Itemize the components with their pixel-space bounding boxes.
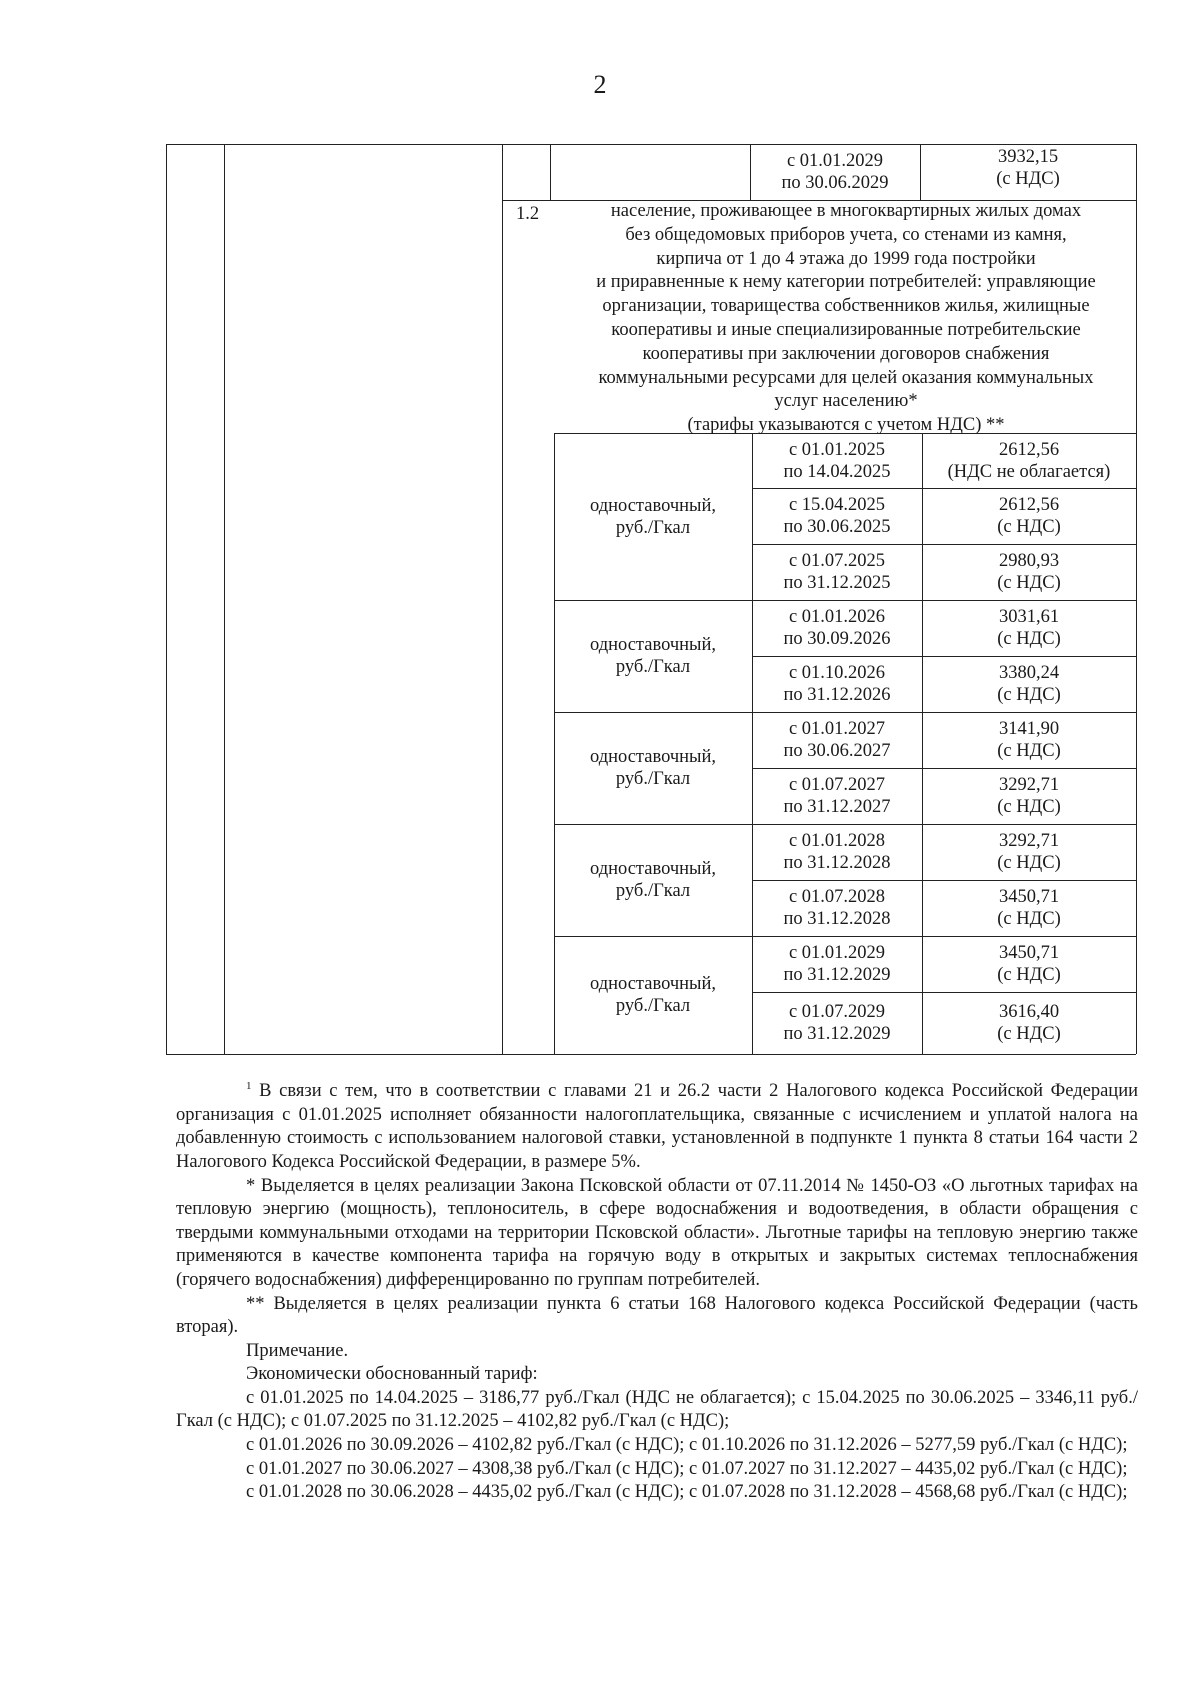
- value-cell: [922, 824, 1136, 880]
- tariff-type-cell: [554, 600, 752, 712]
- tariff-value: 2980,93: [998, 551, 1060, 571]
- period-to: по 31.12.2029: [783, 965, 891, 985]
- tariff-unit: руб./Гкал: [615, 996, 691, 1016]
- description-line: без общедомовых приборов учета, со стенами из камня,: [625, 224, 1067, 245]
- vat-note: (с НДС): [997, 797, 1061, 817]
- period-from: с 01.01.2028: [788, 831, 886, 851]
- table-border-bottom: [166, 1054, 1136, 1055]
- description-line: организации, товарищества собственников жилья, жилищные: [602, 296, 1090, 317]
- table-border-left: [166, 144, 167, 1054]
- period-to: по 31.12.2026: [783, 685, 891, 705]
- period-to: по 31.12.2028: [783, 853, 891, 873]
- footnote-1: [176, 1075, 1138, 1175]
- period-to: по 30.06.2029: [781, 173, 889, 193]
- description-line: и приравненные к нему категории потребителей: управляющие: [596, 272, 1096, 293]
- footnote-text: В связи с тем, что в соответствии с главами 21 и 26.2 части 2 Налогового кодекса Российской Федерации организация с 01.01.2025 исполняет обязанности налогоплательщика, связанные с исчислением и уплатой налога на добавленную стоимость с использованием налоговой ставки, установленной в подпункте 1 пункта 8 статьи 164 части 2 Налогового Кодекса Российской Федерации, в размере 5%.: [176, 1081, 1139, 1172]
- period-cell: [752, 712, 922, 768]
- period-from: с 01.01.2027: [788, 719, 886, 739]
- tariff-table: [166, 144, 1136, 1054]
- footnote-star: * Выделяется в целях реализации Закона Псковской области от 07.11.2014 № 1450-ОЗ «О льготных тарифах на тепловую энергию (мощность), теплоноситель, в сфере водоснабжения и водоотведения, в области обращения с твердыми коммунальными отходами на территории Псковской области». Льготные тарифы на тепловую энергию также применяются в качестве компонента тарифа на горячую воду в открытых и закрытых системах теплоснабжения (горячего водоснабжения) дифференцированно по группам потребителей.: [176, 1175, 1138, 1290]
- value-cell: [922, 544, 1136, 600]
- vat-note: (с НДС): [997, 853, 1061, 873]
- period-cell: [752, 880, 922, 936]
- period-cell: [752, 656, 922, 712]
- period-cell: [752, 433, 922, 488]
- period-cell: [752, 992, 922, 1054]
- period-to: по 31.12.2025: [783, 573, 891, 593]
- tariff-value: 3380,24: [998, 663, 1060, 683]
- vat-note: (с НДС): [997, 965, 1061, 985]
- period-from: с 01.07.2028: [788, 887, 886, 907]
- tariff-type-cell: [554, 712, 752, 824]
- page-number: 2: [593, 70, 607, 99]
- econ-tariff-2025: с 01.01.2025 по 14.04.2025 – 3186,77 руб./Гкал (НДС не облагается); с 15.04.2025 по 30.06.2025 – 3346,11 руб./Гкал (с НДС); с 01.07.2025 по 31.12.2025 – 4102,82 руб./Гкал (с НДС);: [176, 1387, 1138, 1432]
- period-to: по 31.12.2027: [783, 797, 891, 817]
- tariff-type-cell: [554, 936, 752, 1054]
- period-from: с 01.01.2026: [788, 607, 886, 627]
- econ-tariff-2026: с 01.01.2026 по 30.09.2026 – 4102,82 руб./Гкал (с НДС); с 01.10.2026 по 31.12.2026 – 5277,59 руб./Гкал (с НДС);: [246, 1435, 1128, 1456]
- vat-note: (с НДС): [997, 909, 1061, 929]
- period-to: по 30.06.2025: [783, 517, 891, 537]
- value-cell: [922, 768, 1136, 824]
- vat-note: (с НДС): [997, 629, 1061, 649]
- vat-note: (с НДС): [997, 741, 1061, 761]
- period-cell: [750, 144, 920, 200]
- description-line: (тарифы указываются с учетом НДС) **: [687, 415, 1005, 436]
- vat-note: (с НДС): [997, 1024, 1061, 1044]
- period-cell: [752, 600, 922, 656]
- item-description: [558, 200, 1134, 438]
- footnotes: [176, 1075, 1138, 1505]
- tariff-type: одноставочный,: [589, 635, 716, 655]
- tariff-value: 2612,56: [998, 439, 1060, 460]
- tariff-value: 3141,90: [998, 719, 1060, 739]
- vat-note: (с НДС): [997, 573, 1061, 593]
- tariff-value: 3932,15: [997, 147, 1059, 167]
- period-from: с 01.07.2029: [788, 1002, 886, 1022]
- tariff-value: 3616,40: [998, 1002, 1060, 1022]
- tariff-type-cell: [554, 433, 752, 600]
- tariff-value: 3450,71: [998, 943, 1060, 963]
- tariff-value: 3031,61: [998, 607, 1060, 627]
- description-line: население, проживающее в многоквартирных жилых домах: [610, 201, 1082, 221]
- period-from: с 01.01.2029: [788, 943, 886, 963]
- tariff-type: одноставочный,: [589, 747, 716, 767]
- tariff-value: 3450,71: [998, 887, 1060, 907]
- tariff-value: 3292,71: [998, 775, 1060, 795]
- econ-tariff-2027: с 01.01.2027 по 30.06.2027 – 4308,38 руб./Гкал (с НДС); с 01.07.2027 по 31.12.2027 – 4435,02 руб./Гкал (с НДС);: [246, 1458, 1128, 1479]
- value-cell: [922, 488, 1136, 544]
- description-line: услуг населению*: [774, 391, 918, 412]
- period-from: с 01.01.2025: [788, 439, 886, 460]
- tariff-unit: руб./Гкал: [615, 881, 691, 901]
- period-cell: [752, 768, 922, 824]
- period-from: с 01.01.2029: [786, 151, 884, 171]
- vat-note: (с НДС): [997, 685, 1061, 705]
- vat-note: (с НДС): [997, 517, 1061, 537]
- value-cell: [922, 936, 1136, 992]
- period-cell: [752, 544, 922, 600]
- vat-note: (НДС не облагается): [947, 461, 1111, 482]
- vat-note: (с НДС): [996, 169, 1060, 189]
- tariff-unit: руб./Гкал: [615, 517, 691, 538]
- table-border-right: [1136, 144, 1137, 1054]
- tariff-unit: руб./Гкал: [615, 769, 691, 789]
- period-cell: [752, 936, 922, 992]
- footnote-mark: 1: [246, 1080, 252, 1092]
- description-line: кооперативы и иные специализированные потребительские: [611, 319, 1081, 340]
- value-cell: [922, 600, 1136, 656]
- value-cell: [922, 712, 1136, 768]
- period-to: по 31.12.2028: [783, 909, 891, 929]
- value-cell: [922, 656, 1136, 712]
- value-cell: [922, 433, 1136, 488]
- period-to: по 30.06.2027: [783, 741, 891, 761]
- value-cell: [922, 992, 1136, 1054]
- econ-tariff-2028: с 01.01.2028 по 30.06.2028 – 4435,02 руб./Гкал (с НДС); с 01.07.2028 по 31.12.2028 – 4568,68 руб./Гкал (с НДС);: [246, 1482, 1128, 1503]
- period-cell: [752, 824, 922, 880]
- period-to: по 30.09.2026: [783, 629, 891, 649]
- col-divider-1: [224, 144, 225, 1054]
- col-divider-top-a: [550, 144, 551, 200]
- tariff-value: 2612,56: [998, 495, 1060, 515]
- period-from: с 15.04.2025: [788, 495, 886, 515]
- period-cell: [752, 488, 922, 544]
- note-title: Примечание.: [246, 1340, 349, 1361]
- description-line: коммунальными ресурсами для целей оказания коммунальных: [598, 367, 1094, 388]
- tariff-type: одноставочный,: [589, 495, 716, 516]
- description-line: кирпича от 1 до 4 этажа до 1999 года постройки: [656, 248, 1036, 269]
- period-from: с 01.07.2027: [788, 775, 886, 795]
- econ-tariff-title: Экономически обоснованный тариф:: [246, 1364, 538, 1385]
- tariff-type: одноставочный,: [589, 859, 716, 879]
- period-from: с 01.07.2025: [788, 551, 886, 571]
- period-from: с 01.10.2026: [788, 663, 886, 683]
- value-cell: [920, 144, 1136, 202]
- tariff-unit: руб./Гкал: [615, 657, 691, 677]
- tariff-value: 3292,71: [998, 831, 1060, 851]
- period-to: по 31.12.2029: [783, 1024, 891, 1044]
- item-number: 1.2: [516, 204, 540, 224]
- period-to: по 14.04.2025: [783, 461, 891, 482]
- tariff-type: одноставочный,: [589, 974, 716, 994]
- value-cell: [922, 880, 1136, 936]
- tariff-type-cell: [554, 824, 752, 936]
- footnote-double-star: ** Выделяется в целях реализации пункта 6 статьи 168 Налогового кодекса Российской Федерации (часть вторая).: [176, 1293, 1138, 1338]
- description-line: кооперативы при заключении договоров снабжения: [642, 343, 1050, 364]
- col-divider-2: [502, 144, 503, 1054]
